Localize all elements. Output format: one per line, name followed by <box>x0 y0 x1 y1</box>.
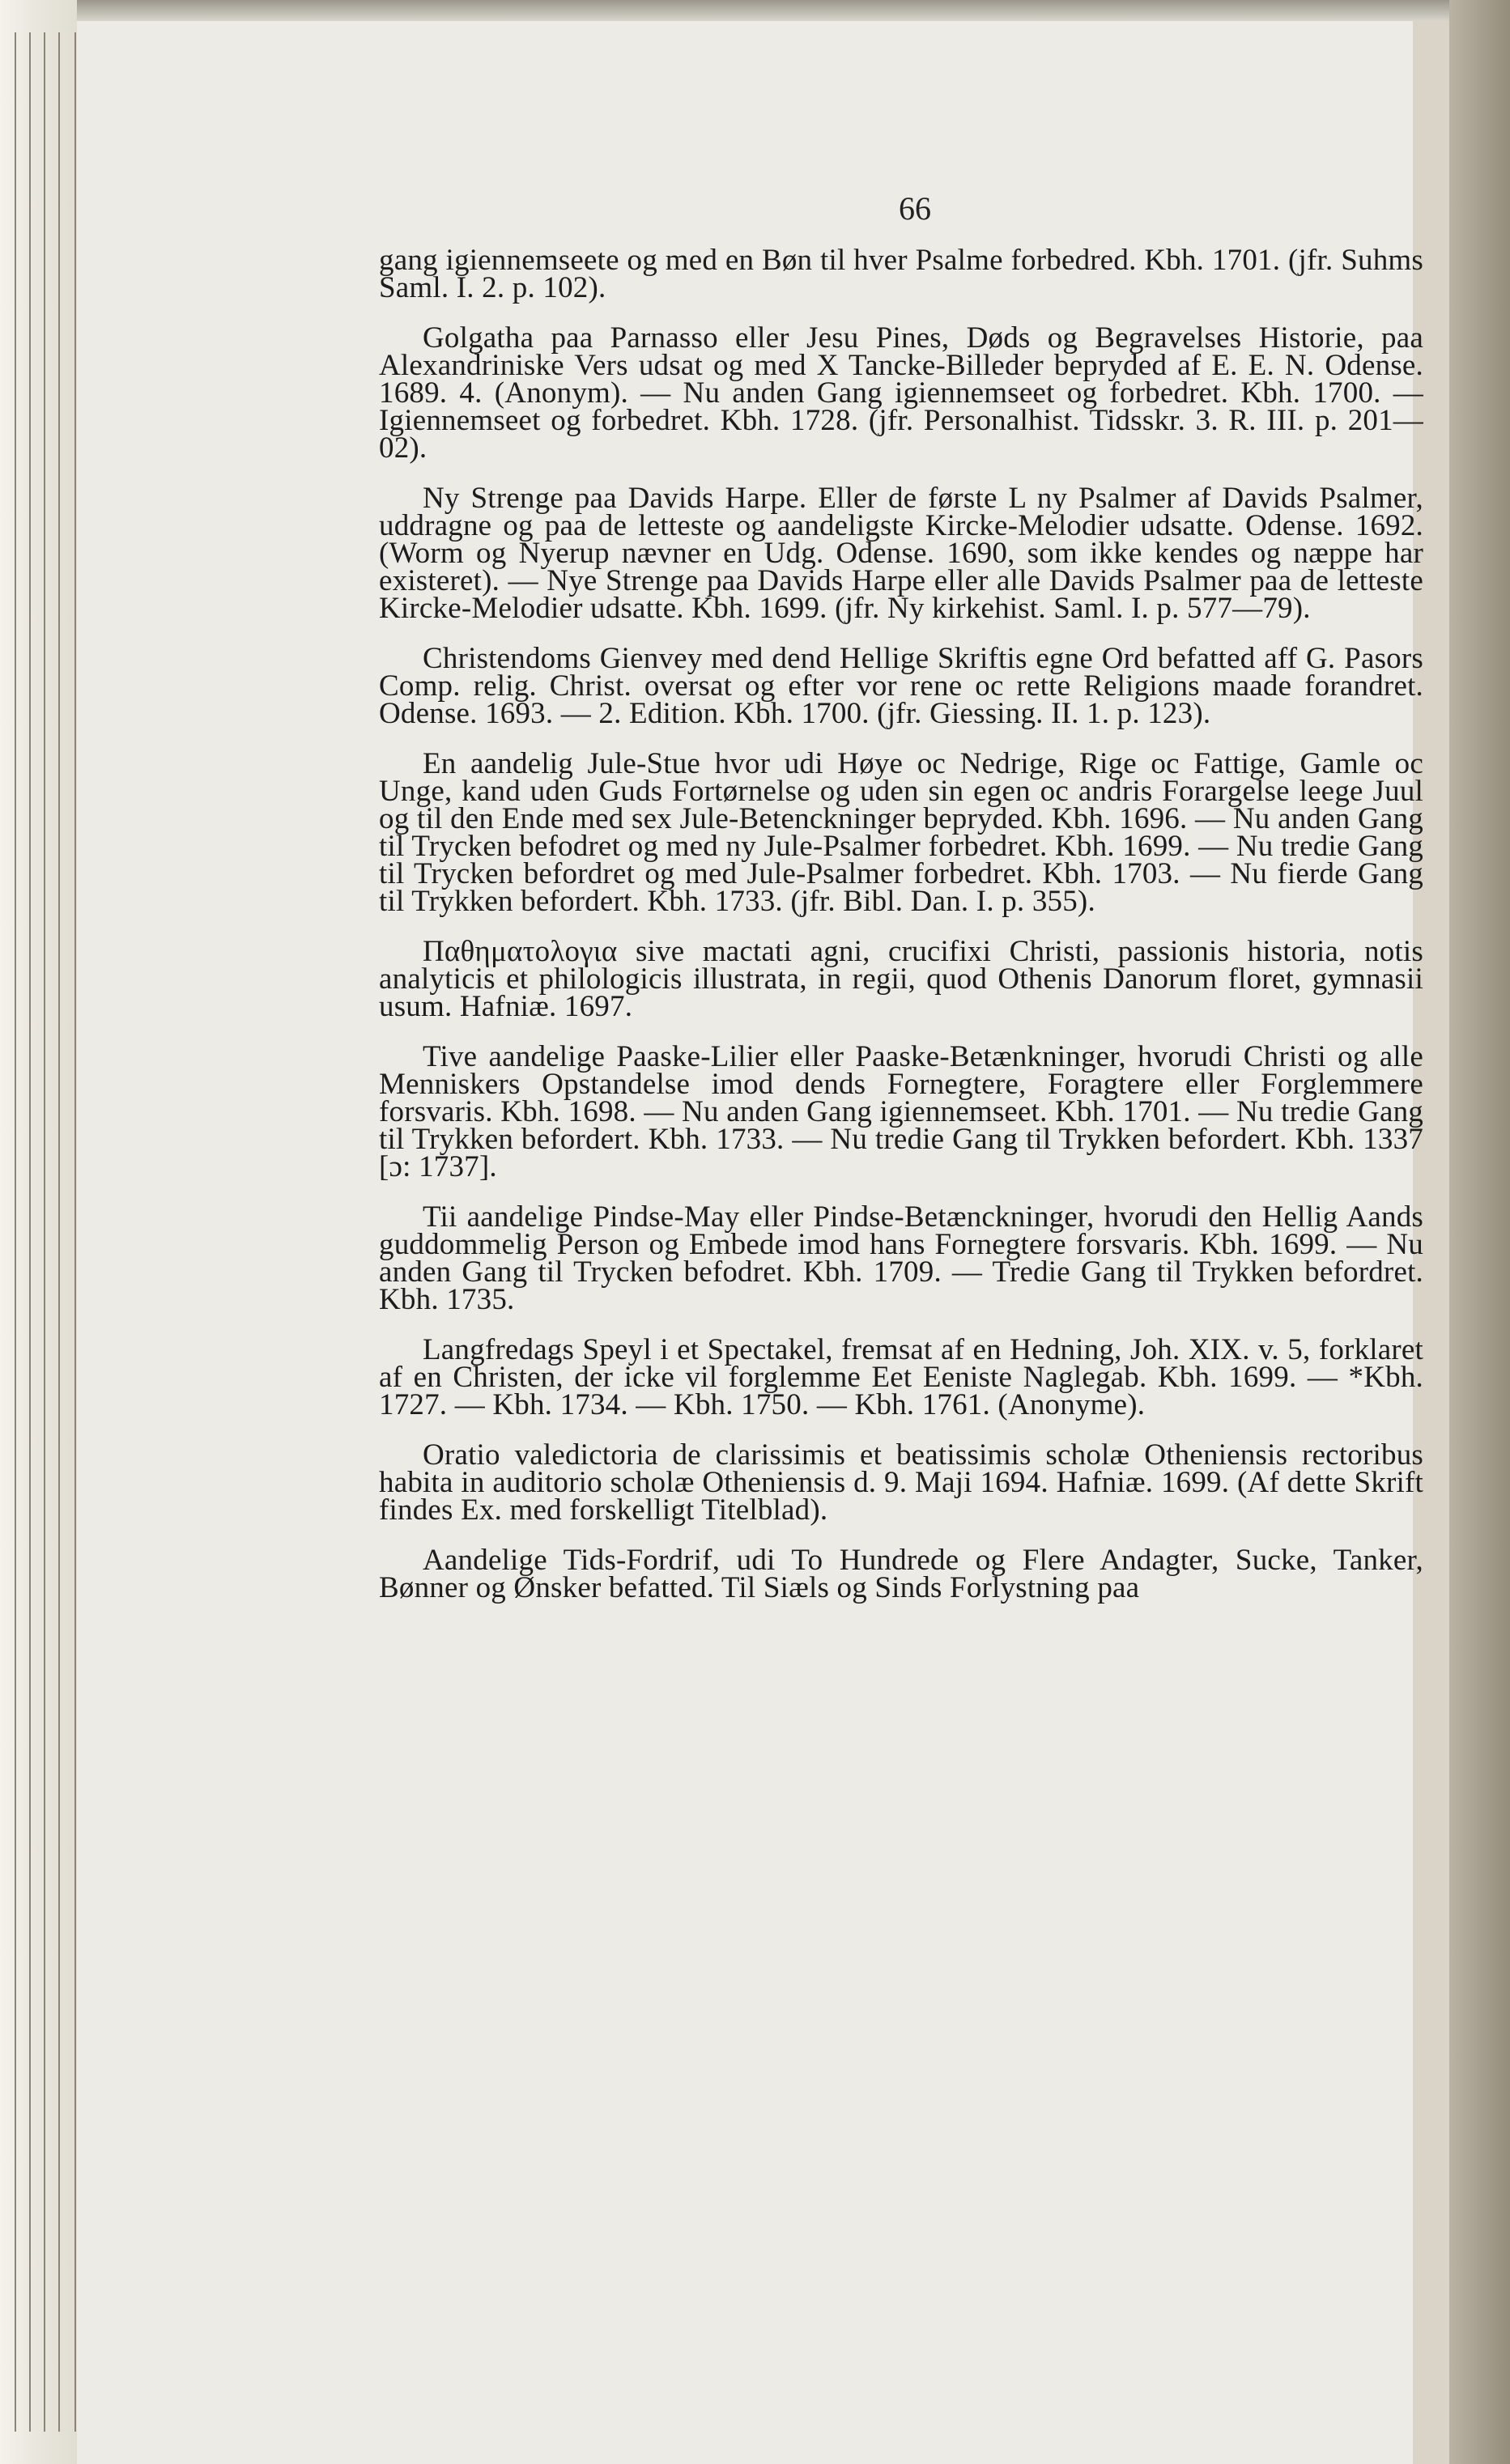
entry-pindse-may: Tii aandelige Pindse-May eller Pindse-Betænckninger, hvorudi den Hellig Aands guddommelig Person og Embede imod hans Fornegtere forsvaris. Kbh. 1699. — Nu anden Gang til Trycken befodret. Kbh. 1709. — Tredie Gang til Trykken befordret. Kbh. 1735. <box>379 1200 1423 1316</box>
page-top-shadow <box>77 0 1453 21</box>
entry-continuation: gang igiennemseete og med en Bøn til hver Psalme forbedred. Kbh. 1701. (jfr. Suhms Saml. I. 2. p. 102). <box>379 244 1423 304</box>
entry-ny-strenge: Ny Strenge paa Davids Harpe. Eller de første L ny Psalmer af Davids Psalmer, uddragne og paa de letteste og aandeligste Kircke-Melodier udsatte. Odense. 1692. (Worm og Nyerup nævner en Udg. Odense. 1690, som ikke kendes og næppe har existeret). — Nye Strenge paa Davids Harpe eller alle Davids Psalmer paa de letteste Kircke-Melodier udsatte. Kbh. 1699. (jfr. Ny kirkehist. Saml. I. p. 577—79). <box>379 482 1423 625</box>
entry-tids-fordrif: Aandelige Tids-Fordrif, udi To Hundrede og Flere Andagter, Sucke, Tanker, Bønner og Ønsker befatted. Til Siæls og Sinds Forlystning paa <box>379 1544 1423 1604</box>
page-number: 66 <box>899 190 931 227</box>
entry-paaske-lilier: Tive aandelige Paaske-Lilier eller Paaske-Betænkninger, hvorudi Christi og alle Menniskers Opstandelse imod dends Fornegtere, Foragtere eller Forglemmere forsvaris. Kbh. 1698. — Nu anden Gang igiennemseet. Kbh. 1701. — Nu tredie Gang til Trykken befordert. Kbh. 1733. — Nu tredie Gang til Trykken befordert. Kbh. 1337 [ɔ: 1737]. <box>379 1040 1423 1183</box>
entry-jule-stue: En aandelig Jule-Stue hvor udi Høye oc Nedrige, Rige oc Fattige, Gamle oc Unge, kand uden Guds Fortørnelse og uden sin egen oc andris Forargelse leege Juul og til den Ende med sex Jule-Betenckninger bepryded. Kbh. 1696. — Nu anden Gang til Trycken befodret og med ny Jule-Psalmer forbedret. Kbh. 1699. — Nu tredie Gang til Trycken befordret og med Jule-Psalmer forbedret. Kbh. 1703. — Nu fierde Gang til Trykken befordert. Kbh. 1733. (jfr. Bibl. Dan. I. p. 355). <box>379 747 1423 918</box>
bibliography-text <box>379 244 1423 1625</box>
entry-golgatha: Golgatha paa Parnasso eller Jesu Pines, Døds og Begravelses Historie, paa Alexandriniske Vers udsat og med X Tancke-Billeder bepryded af E. E. N. Odense. 1689. 4. (Anonym). — Nu anden Gang igiennemseet og forbedret. Kbh. 1700. — Igiennemseet og forbedret. Kbh. 1728. (jfr. Personalhist. Tidsskr. 3. R. III. p. 201—02). <box>379 321 1423 465</box>
entry-oratio: Oratio valedictoria de clarissimis et beatissimis scholæ Otheniensis rectoribus habita in auditorio scholæ Otheniensis d. 9. Maji 1694. Hafniæ. 1699. (Af dette Skrift findes Ex. med forskelligt Titelblad). <box>379 1438 1423 1527</box>
entry-langfredags-speyl: Langfredags Speyl i et Spectakel, fremsat af en Hedning, Joh. XIX. v. 5, forklaret af en Christen, der icke vil forglemme Eet Eeniste Naglegab. Kbh. 1699. — *Kbh. 1727. — Kbh. 1734. — Kbh. 1750. — Kbh. 1761. (Anonyme). <box>379 1333 1423 1421</box>
entry-pathematologia: Παθηματολογια sive mactati agni, crucifixi Christi, passionis historia, notis analyticis et philologicis illustrata, in regii, quod Othenis Danorum floret, gymnasii usum. Hafniæ. 1697. <box>379 935 1423 1023</box>
page-right-edge <box>1449 0 1510 2464</box>
entry-christendoms: Christendoms Gienvey med dend Hellige Skriftis egne Ord befatted aff G. Pasors Comp. relig. Christ. oversat og efter vor rene oc rette Religions maade forandret. Odense. 1693. — 2. Edition. Kbh. 1700. (jfr. Giessing. II. 1. p. 123). <box>379 642 1423 730</box>
